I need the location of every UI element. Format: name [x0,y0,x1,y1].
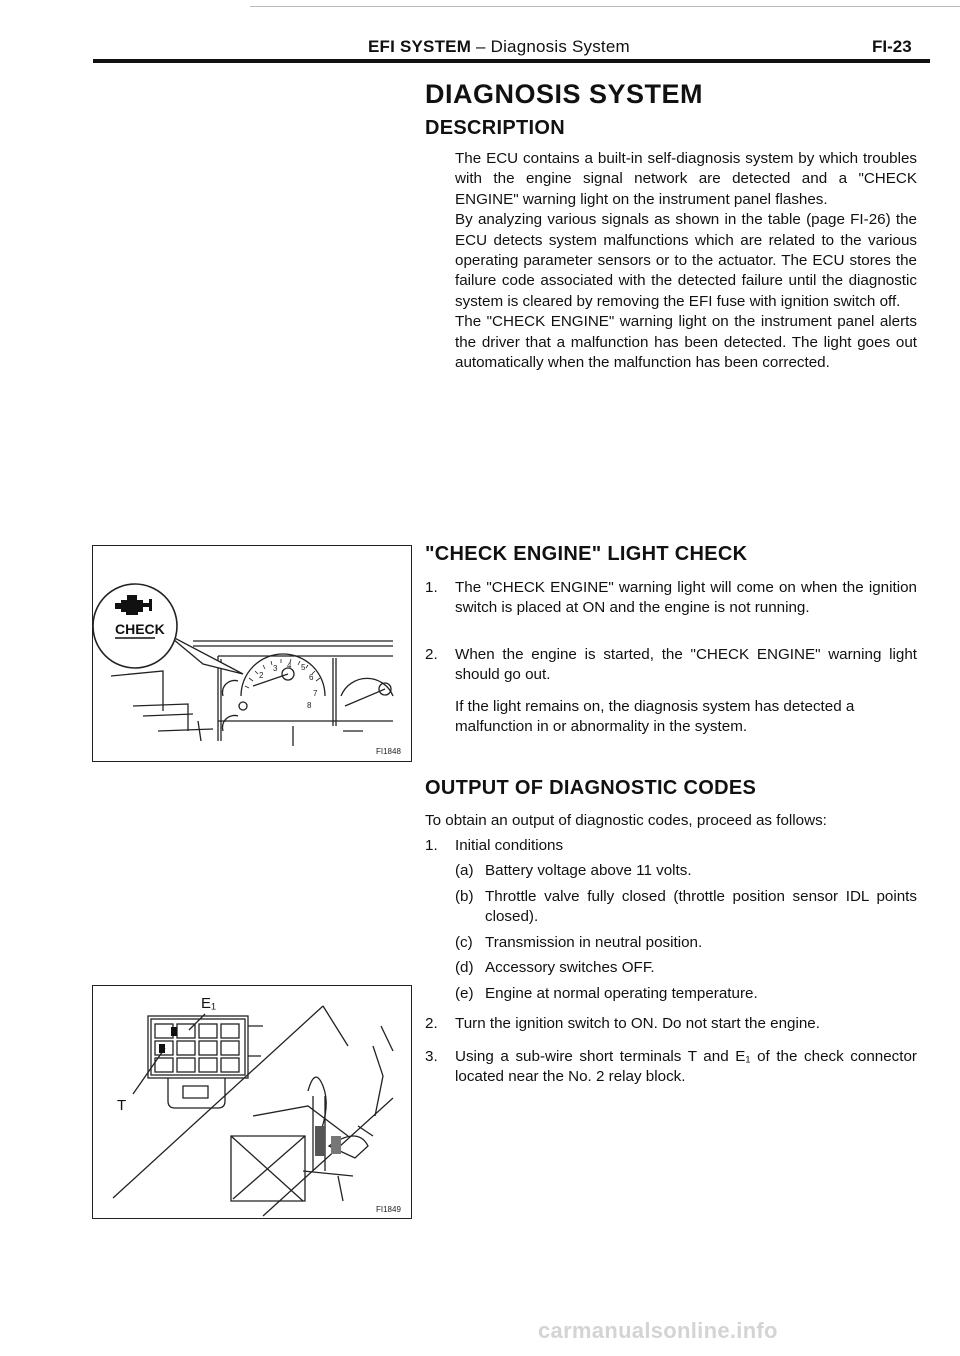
label-terminal-t: T [117,1097,127,1114]
item-text: Initial conditions [455,837,564,854]
item-number: 2. [425,1015,438,1032]
figure-check-connector [92,985,412,1219]
condition-item [455,958,917,980]
item-text: When the engine is started, the "CHECK ENGINE" warning light should go out. [455,646,917,684]
instrument-panel-drawing [93,546,411,761]
gauge-number: 3 [273,664,278,673]
condition-label: (d) [455,959,474,976]
gauge-number: 2 [259,671,264,680]
figure-instrument-panel [92,545,412,762]
description-body [455,149,917,373]
description-paragraph-2: By analyzing various signals as shown in the table (page FI-26) the ECU detects system malfunctions which are related to the various operating parameter sensors or to the actuator. The ECU stores the failure code associated with the detected failure until the diagnostic system is cleared by removing the EFI fuse with ignition switch off. [455,211,917,310]
condition-text: Throttle valve fully closed (throttle position sensor IDL points closed). [485,888,917,926]
label-terminal-e1: E₁ [201,995,217,1012]
light-check-note: If the light remains on, the diagnosis system has detected a malfunction in or abnormality in the system. [455,698,855,736]
condition-text: Battery voltage above 11 volts. [485,862,692,879]
figure-code: FI1848 [376,747,401,756]
lamp-label: CHECK [115,621,165,637]
header-rule [93,59,930,63]
list-item [425,1047,917,1089]
condition-label: (a) [455,862,474,879]
page-number: FI-23 [872,37,912,56]
page-title: DIAGNOSIS SYSTEM [425,79,704,109]
condition-text: Accessory switches OFF. [485,959,655,976]
item-number: 3. [425,1048,438,1065]
item-text: Using a sub-wire short terminals T and E₁ of the check connector located near the No. 2 relay block. [455,1048,917,1086]
check-connector-drawing [93,986,411,1218]
description-paragraph-1: The ECU contains a built-in self-diagnosis system by which troubles with the engine signal network are detected and a "CHECK ENGINE" warning light on the instrument panel flashes. [455,150,917,208]
condition-label: (c) [455,934,473,951]
footer-watermark: carmanualsonline.info [538,1318,778,1343]
figure-code: FI1849 [376,1205,401,1214]
gauge-number: 8 [307,701,312,710]
header-subsection: – Diagnosis System [476,37,630,56]
header-section: EFI SYSTEM [368,37,472,56]
condition-item [455,984,917,1006]
condition-label: (e) [455,985,474,1002]
item-number: 1. [425,837,438,854]
running-header [368,37,630,57]
gauge-number: 6 [309,673,314,682]
condition-item [455,933,917,955]
condition-item [455,887,917,929]
item-number: 1. [425,579,438,596]
gauge-number: 7 [313,689,318,698]
list-item [425,645,917,687]
description-heading: DESCRIPTION [425,117,565,139]
condition-text: Transmission in neutral position. [485,934,703,951]
output-heading: OUTPUT OF DIAGNOSTIC CODES [425,777,757,799]
list-item [425,836,917,858]
condition-text: Engine at normal operating temperature. [485,985,758,1002]
light-check-heading: "CHECK ENGINE" LIGHT CHECK [425,543,748,565]
item-text: The "CHECK ENGINE" warning light will come on when the ignition switch is placed at ON and the engine is not running. [455,579,917,617]
condition-item [455,861,917,883]
description-paragraph-3: The "CHECK ENGINE" warning light on the instrument panel alerts the driver that a malfunction has been detected. The light goes out automatically when the malfunction has been corrected. [455,313,917,372]
list-item [425,578,917,640]
item-text: Turn the ignition switch to ON. Do not start the engine. [455,1015,820,1032]
list-item [425,1014,917,1036]
output-intro: To obtain an output of diagnostic codes, proceed as follows: [425,812,827,829]
condition-label: (b) [455,888,474,905]
gauge-number: 4 [287,661,292,670]
item-number: 2. [425,646,438,663]
gauge-number: 5 [301,663,306,672]
top-edge-line [250,6,960,7]
